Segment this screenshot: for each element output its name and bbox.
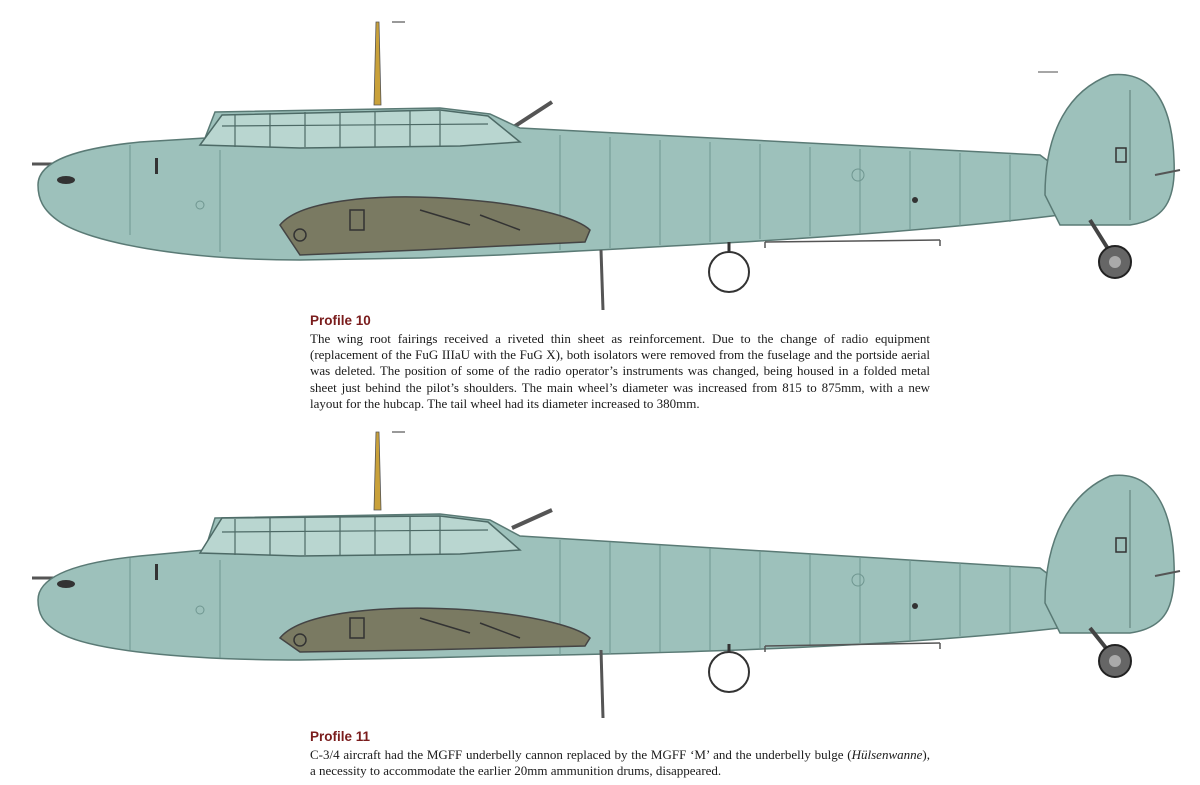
main-wheel	[709, 652, 749, 692]
aircraft-profile-10-illustration	[0, 10, 1200, 310]
profile-11-title: Profile 11	[310, 729, 371, 744]
aircraft-profile-11-illustration	[0, 428, 1200, 728]
tail-fin	[1045, 74, 1174, 225]
profile-10-text: The wing root fairings received a riveted thin sheet as reinforcement. Due to the change of radio equipment (replacement of the FuG IIIaU with the FuG X), both isolators were removed from the fuselage and the portside aerial was deleted. The position of some of the radio operator’s instruments was changed, being housed in a folded metal sheet just behind the pilot’s shoulders. The main wheel’s diameter was increased from 815 to 875mm, with a new layout for the hubcap. The tail wheel had its diameter increased to 380mm.	[310, 331, 930, 411]
aerial-mast	[374, 432, 381, 510]
aircraft-side-view	[32, 22, 1180, 310]
profile-11-caption	[310, 729, 930, 779]
tail-fin	[1045, 475, 1174, 633]
canopy	[200, 516, 520, 556]
profile-10-title: Profile 10	[310, 313, 371, 328]
canopy	[200, 110, 520, 148]
aerial-mast	[374, 22, 381, 105]
rear-gun	[512, 102, 552, 128]
profile-11-text-part-2: ), a necessity to accommodate the earlier 20mm ammunition drums, disappeared.	[310, 747, 930, 779]
profile-11-text-italic: Hülsenwanne	[851, 747, 923, 762]
main-wheel	[709, 252, 749, 292]
profile-11-text	[310, 747, 930, 779]
profile-10-caption	[310, 313, 930, 412]
profile-11-text-part-1: C-3/4 aircraft had the MGFF underbelly cannon replaced by the MGFF ‘M’ and the underbelly bulge (	[310, 747, 852, 762]
aircraft-side-view	[32, 432, 1180, 718]
